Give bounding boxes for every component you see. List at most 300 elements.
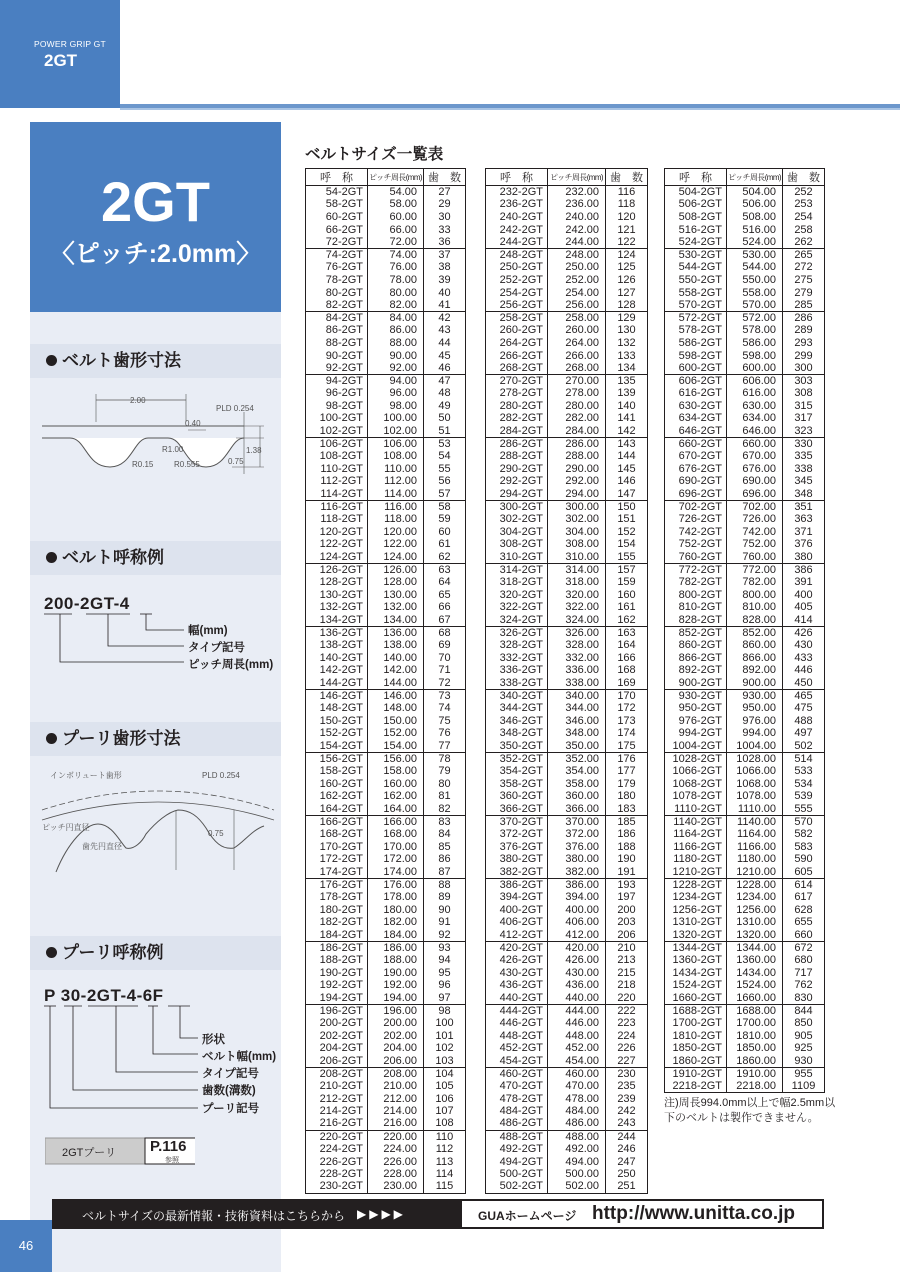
belt-name-cell: 236-2GT [486, 198, 548, 211]
belt-name-cell: 226-2GT [306, 1155, 368, 1168]
table-row [486, 223, 648, 236]
belt-name-cell: 60-2GT [306, 211, 368, 224]
belt-name-cell: 1164-2GT [665, 828, 727, 841]
teeth-cell: 164 [606, 639, 648, 652]
pitch-length-cell: 158.00 [368, 765, 424, 778]
section-pulley-name-label: プーリ呼称例 [62, 943, 164, 962]
teeth-cell: 115 [424, 1180, 466, 1193]
teeth-cell: 56 [424, 475, 466, 488]
table-row [306, 954, 466, 967]
teeth-cell: 159 [606, 576, 648, 589]
belt-name-cell: 156-2GT [306, 752, 368, 765]
teeth-cell: 46 [424, 362, 466, 375]
table-row [486, 651, 648, 664]
pitch-length-cell: 294.00 [548, 488, 606, 501]
table-row [486, 815, 648, 828]
teeth-cell: 71 [424, 664, 466, 677]
pitch-length-cell: 550.00 [727, 274, 783, 287]
teeth-cell: 830 [783, 992, 825, 1005]
belt-name-cell: 702-2GT [665, 500, 727, 513]
table-row [665, 362, 825, 375]
teeth-cell: 177 [606, 765, 648, 778]
belt-name-cell: 264-2GT [486, 337, 548, 350]
belt-name-cell: 950-2GT [665, 702, 727, 715]
table-row [665, 840, 825, 853]
teeth-cell: 930 [783, 1054, 825, 1067]
pitch-length-cell: 348.00 [548, 727, 606, 740]
pitch-length-cell: 264.00 [548, 337, 606, 350]
pitch-length-cell: 502.00 [548, 1180, 606, 1193]
teeth-cell: 905 [783, 1029, 825, 1042]
teeth-cell: 251 [606, 1180, 648, 1193]
pitch-length-cell: 192.00 [368, 979, 424, 992]
table-header-name: 呼 称 [306, 169, 368, 186]
table-row [665, 941, 825, 954]
pitch-length-cell: 210.00 [368, 1080, 424, 1093]
pitch-length-cell: 950.00 [727, 702, 783, 715]
pulley-ref-label[interactable]: 2GTプーリ [62, 1147, 117, 1159]
table-row [486, 765, 648, 778]
table-row [306, 1117, 466, 1130]
teeth-cell: 57 [424, 488, 466, 501]
belt-name-cell: 252-2GT [486, 274, 548, 287]
table-row [486, 803, 648, 816]
table-row [665, 488, 825, 501]
pitch-length-cell: 570.00 [727, 299, 783, 312]
pitch-length-cell: 1180.00 [727, 853, 783, 866]
teeth-cell: 955 [783, 1067, 825, 1080]
table-row [486, 589, 648, 602]
table-row [665, 437, 825, 450]
belt-name-cell: 230-2GT [306, 1180, 368, 1193]
belt-name-cell: 250-2GT [486, 261, 548, 274]
teeth-cell: 224 [606, 1029, 648, 1042]
teeth-cell: 113 [424, 1155, 466, 1168]
belt-name-cell: 142-2GT [306, 664, 368, 677]
teeth-cell: 317 [783, 412, 825, 425]
belt-dim-040: 0.40 [185, 419, 201, 428]
teeth-cell: 488 [783, 714, 825, 727]
pitch-length-cell: 1164.00 [727, 828, 783, 841]
table-row [306, 450, 466, 463]
table-row [306, 475, 466, 488]
table-header-teeth: 歯 数 [783, 169, 825, 186]
pitch-length-cell: 122.00 [368, 538, 424, 551]
teeth-cell: 39 [424, 274, 466, 287]
table-row [306, 223, 466, 236]
belt-name-cell: 270-2GT [486, 374, 548, 387]
belt-name-cell: 212-2GT [306, 1092, 368, 1105]
belt-name-cell: 76-2GT [306, 261, 368, 274]
belt-name-cell: 314-2GT [486, 563, 548, 576]
pitch-length-cell: 488.00 [548, 1130, 606, 1143]
belt-name-cell: 800-2GT [665, 589, 727, 602]
teeth-cell: 110 [424, 1130, 466, 1143]
belt-name-cell: 810-2GT [665, 601, 727, 614]
table-row [486, 437, 648, 450]
table-row [306, 513, 466, 526]
pitch-length-cell: 460.00 [548, 1067, 606, 1080]
belt-name-cell: 1004-2GT [665, 740, 727, 753]
teeth-cell: 30 [424, 211, 466, 224]
belt-name-cell: 164-2GT [306, 803, 368, 816]
table-row [306, 966, 466, 979]
pitch-length-cell: 126.00 [368, 563, 424, 576]
teeth-cell: 135 [606, 374, 648, 387]
belt-name-cell: 394-2GT [486, 891, 548, 904]
table-row [306, 790, 466, 803]
table-row [486, 349, 648, 362]
table-row [665, 274, 825, 287]
teeth-cell: 227 [606, 1054, 648, 1067]
teeth-cell: 53 [424, 437, 466, 450]
table-row [486, 1092, 648, 1105]
pitch-length-cell: 1004.00 [727, 740, 783, 753]
teeth-cell: 36 [424, 236, 466, 249]
pitch-length-cell: 670.00 [727, 450, 783, 463]
teeth-cell: 190 [606, 853, 648, 866]
table-row [486, 211, 648, 224]
belt-name-cell: 488-2GT [486, 1130, 548, 1143]
pitch-length-cell: 616.00 [727, 387, 783, 400]
belt-name-cell: 1256-2GT [665, 903, 727, 916]
teeth-cell: 50 [424, 412, 466, 425]
belt-name-cell: 116-2GT [306, 500, 368, 513]
table-row [665, 1067, 825, 1080]
pulley-ref-page[interactable]: P.116 [150, 1138, 187, 1155]
teeth-cell: 497 [783, 727, 825, 740]
belt-name-cell: 82-2GT [306, 299, 368, 312]
teeth-cell: 79 [424, 765, 466, 778]
pulley-pld: PLD 0.254 [202, 771, 240, 780]
teeth-cell: 351 [783, 500, 825, 513]
teeth-cell: 174 [606, 727, 648, 740]
pitch-length-cell: 92.00 [368, 362, 424, 375]
pitch-length-cell: 866.00 [727, 651, 783, 664]
pitch-length-cell: 426.00 [548, 954, 606, 967]
pitch-length-cell: 484.00 [548, 1105, 606, 1118]
belt-name-cell: 144-2GT [306, 677, 368, 690]
pitch-length-cell: 94.00 [368, 374, 424, 387]
table-row [665, 425, 825, 438]
pitch-length-cell: 142.00 [368, 664, 424, 677]
section-belt-tooth-label: ベルト歯形寸法 [62, 351, 181, 370]
pitch-length-cell: 226.00 [368, 1155, 424, 1168]
pitch-length-cell: 182.00 [368, 916, 424, 929]
table-row [306, 1092, 466, 1105]
table-row [665, 186, 825, 199]
belt-name-cell: 504-2GT [665, 186, 727, 199]
table-row [306, 639, 466, 652]
teeth-cell: 303 [783, 374, 825, 387]
table-row [486, 677, 648, 690]
pitch-length-cell: 1066.00 [727, 765, 783, 778]
table-row [486, 916, 648, 929]
belt-name-cell: 128-2GT [306, 576, 368, 589]
table-row [306, 992, 466, 1005]
pitch-length-cell: 726.00 [727, 513, 783, 526]
pitch-length-cell: 202.00 [368, 1029, 424, 1042]
header-rule-light [120, 108, 900, 110]
teeth-cell: 430 [783, 639, 825, 652]
table-row [306, 601, 466, 614]
belt-name-cell: 1810-2GT [665, 1029, 727, 1042]
teeth-cell: 157 [606, 563, 648, 576]
teeth-cell: 348 [783, 488, 825, 501]
belt-name-cell: 80-2GT [306, 286, 368, 299]
pitch-length-cell: 190.00 [368, 966, 424, 979]
pitch-length-cell: 156.00 [368, 752, 424, 765]
teeth-cell: 193 [606, 878, 648, 891]
teeth-cell: 142 [606, 425, 648, 438]
table-row [665, 651, 825, 664]
table-row [665, 689, 825, 702]
belt-name-cell: 158-2GT [306, 765, 368, 778]
belt-name-cell: 444-2GT [486, 1004, 548, 1017]
teeth-cell: 45 [424, 349, 466, 362]
size-table-2 [485, 168, 648, 1194]
pitch-length-cell: 600.00 [727, 362, 783, 375]
table-row [665, 286, 825, 299]
table-header-teeth: 歯 数 [424, 169, 466, 186]
belt-name-cell: 1068-2GT [665, 777, 727, 790]
teeth-cell: 163 [606, 626, 648, 639]
teeth-cell: 514 [783, 752, 825, 765]
belt-name-cell: 244-2GT [486, 236, 548, 249]
belt-name-cell: 484-2GT [486, 1105, 548, 1118]
belt-name-cell: 84-2GT [306, 311, 368, 324]
belt-name-cell: 646-2GT [665, 425, 727, 438]
belt-name-cell: 114-2GT [306, 488, 368, 501]
pitch-length-cell: 2218.00 [727, 1080, 783, 1093]
belt-name-cell: 216-2GT [306, 1117, 368, 1130]
pitch-length-cell: 224.00 [368, 1143, 424, 1156]
belt-name-cell: 208-2GT [306, 1067, 368, 1080]
teeth-cell: 235 [606, 1080, 648, 1093]
belt-name-cell: 292-2GT [486, 475, 548, 488]
teeth-cell: 55 [424, 463, 466, 476]
pitch-length-cell: 400.00 [548, 903, 606, 916]
table-row [306, 538, 466, 551]
belt-name-cell: 184-2GT [306, 929, 368, 942]
belt-name-cell: 266-2GT [486, 349, 548, 362]
belt-example-leaders [44, 612, 194, 666]
pitch-length-cell: 382.00 [548, 866, 606, 879]
belt-name-cell: 54-2GT [306, 186, 368, 199]
pitch-length-cell: 76.00 [368, 261, 424, 274]
section-pulley-name [30, 936, 281, 970]
teeth-cell: 121 [606, 223, 648, 236]
pitch-length-cell: 444.00 [548, 1004, 606, 1017]
teeth-cell: 210 [606, 941, 648, 954]
belt-name-cell: 336-2GT [486, 664, 548, 677]
table-row [306, 488, 466, 501]
belt-name-cell: 544-2GT [665, 261, 727, 274]
pitch-length-cell: 1234.00 [727, 891, 783, 904]
teeth-cell: 75 [424, 714, 466, 727]
table-row [665, 664, 825, 677]
belt-name-cell: 204-2GT [306, 1042, 368, 1055]
belt-name-cell: 242-2GT [486, 223, 548, 236]
table-header-length: ピッチ周長(mm) [548, 169, 606, 186]
belt-name-cell: 352-2GT [486, 752, 548, 765]
belt-name-cell: 742-2GT [665, 526, 727, 539]
pitch-length-cell: 82.00 [368, 299, 424, 312]
table-row [486, 714, 648, 727]
belt-name-cell: 516-2GT [665, 223, 727, 236]
pitch-length-cell: 1068.00 [727, 777, 783, 790]
belt-name-cell: 634-2GT [665, 412, 727, 425]
table-row [486, 274, 648, 287]
teeth-cell: 70 [424, 651, 466, 664]
table-row [306, 274, 466, 287]
table-row [486, 475, 648, 488]
teeth-cell: 250 [606, 1168, 648, 1181]
pitch-length-cell: 130.00 [368, 589, 424, 602]
pitch-length-cell: 598.00 [727, 349, 783, 362]
table-row [665, 211, 825, 224]
pitch-length-cell: 98.00 [368, 400, 424, 413]
teeth-cell: 170 [606, 689, 648, 702]
teeth-cell: 605 [783, 866, 825, 879]
teeth-cell: 299 [783, 349, 825, 362]
teeth-cell: 82 [424, 803, 466, 816]
size-table-1 [305, 168, 466, 1194]
belt-name-cell: 1066-2GT [665, 765, 727, 778]
pitch-length-cell: 322.00 [548, 601, 606, 614]
belt-name-cell: 470-2GT [486, 1080, 548, 1093]
table-row [486, 828, 648, 841]
teeth-cell: 275 [783, 274, 825, 287]
pitch-length-cell: 208.00 [368, 1067, 424, 1080]
pitch-length-cell: 1166.00 [727, 840, 783, 853]
pitch-length-cell: 170.00 [368, 840, 424, 853]
belt-name-cell: 258-2GT [486, 311, 548, 324]
belt-name-cell: 726-2GT [665, 513, 727, 526]
pitch-length-cell: 204.00 [368, 1042, 424, 1055]
pitch-length-cell: 236.00 [548, 198, 606, 211]
teeth-cell: 150 [606, 500, 648, 513]
table-row [665, 324, 825, 337]
teeth-cell: 200 [606, 903, 648, 916]
pitch-length-cell: 394.00 [548, 891, 606, 904]
belt-name-cell: 188-2GT [306, 954, 368, 967]
teeth-cell: 134 [606, 362, 648, 375]
teeth-cell: 116 [606, 186, 648, 199]
belt-name-cell: 160-2GT [306, 777, 368, 790]
pitch-length-cell: 352.00 [548, 752, 606, 765]
table-row [486, 1130, 648, 1143]
table-row [665, 740, 825, 753]
teeth-cell: 162 [606, 614, 648, 627]
table-row [486, 702, 648, 715]
belt-name-cell: 178-2GT [306, 891, 368, 904]
pitch-length-cell: 288.00 [548, 450, 606, 463]
pitch-length-cell: 250.00 [548, 261, 606, 274]
belt-name-cell: 318-2GT [486, 576, 548, 589]
belt-name-cell: 1700-2GT [665, 1017, 727, 1030]
teeth-cell: 77 [424, 740, 466, 753]
pitch-length-cell: 976.00 [727, 714, 783, 727]
teeth-cell: 144 [606, 450, 648, 463]
pitch-length-cell: 660.00 [727, 437, 783, 450]
pitch-length-cell: 54.00 [368, 186, 424, 199]
table-row [665, 790, 825, 803]
teeth-cell: 65 [424, 589, 466, 602]
table-row [486, 941, 648, 954]
footer-banner[interactable] [52, 1199, 824, 1229]
pitch-length-cell: 1688.00 [727, 1004, 783, 1017]
belt-name-cell: 506-2GT [665, 198, 727, 211]
pitch-length-cell: 360.00 [548, 790, 606, 803]
belt-name-cell: 290-2GT [486, 463, 548, 476]
table-row [486, 538, 648, 551]
banner-url-link[interactable]: http://www.unitta.co.jp [592, 1203, 795, 1224]
teeth-cell: 197 [606, 891, 648, 904]
teeth-cell: 66 [424, 601, 466, 614]
banner-link-box[interactable] [462, 1201, 822, 1227]
pitch-length-cell: 430.00 [548, 966, 606, 979]
pulley-tooth-diagram [38, 762, 278, 882]
table-row [306, 878, 466, 891]
teeth-cell: 175 [606, 740, 648, 753]
pitch-length-cell: 1078.00 [727, 790, 783, 803]
belt-name-cell: 1660-2GT [665, 992, 727, 1005]
table-row [486, 425, 648, 438]
teeth-cell: 762 [783, 979, 825, 992]
pitch-length-cell: 196.00 [368, 1004, 424, 1017]
belt-name-cell: 676-2GT [665, 463, 727, 476]
teeth-cell: 450 [783, 677, 825, 690]
table-row [306, 500, 466, 513]
belt-name-cell: 220-2GT [306, 1130, 368, 1143]
teeth-cell: 925 [783, 1042, 825, 1055]
pitch-length-cell: 78.00 [368, 274, 424, 287]
belt-name-cell: 630-2GT [665, 400, 727, 413]
pitch-length-cell: 258.00 [548, 311, 606, 324]
table-row [306, 1080, 466, 1093]
belt-name-cell: 72-2GT [306, 236, 368, 249]
pitch-length-cell: 760.00 [727, 551, 783, 564]
teeth-cell: 185 [606, 815, 648, 828]
pitch-length-cell: 1434.00 [727, 966, 783, 979]
belt-name-cell: 86-2GT [306, 324, 368, 337]
belt-name-cell: 616-2GT [665, 387, 727, 400]
teeth-cell: 41 [424, 299, 466, 312]
table-row [665, 236, 825, 249]
teeth-cell: 49 [424, 400, 466, 413]
teeth-cell: 126 [606, 274, 648, 287]
teeth-cell: 371 [783, 526, 825, 539]
teeth-cell: 81 [424, 790, 466, 803]
section-belt-tooth [30, 344, 281, 378]
table-row [306, 916, 466, 929]
belt-name-cell: 376-2GT [486, 840, 548, 853]
pitch-length-cell: 578.00 [727, 324, 783, 337]
belt-name-cell: 74-2GT [306, 248, 368, 261]
teeth-cell: 90 [424, 903, 466, 916]
table-row [306, 337, 466, 350]
belt-name-cell: 136-2GT [306, 626, 368, 639]
belt-name-cell: 930-2GT [665, 689, 727, 702]
table-row [665, 563, 825, 576]
table-row [486, 576, 648, 589]
pitch-length-cell: 300.00 [548, 500, 606, 513]
belt-name-cell: 446-2GT [486, 1017, 548, 1030]
table-row [486, 488, 648, 501]
belt-name-cell: 206-2GT [306, 1054, 368, 1067]
belt-name-cell: 320-2GT [486, 589, 548, 602]
